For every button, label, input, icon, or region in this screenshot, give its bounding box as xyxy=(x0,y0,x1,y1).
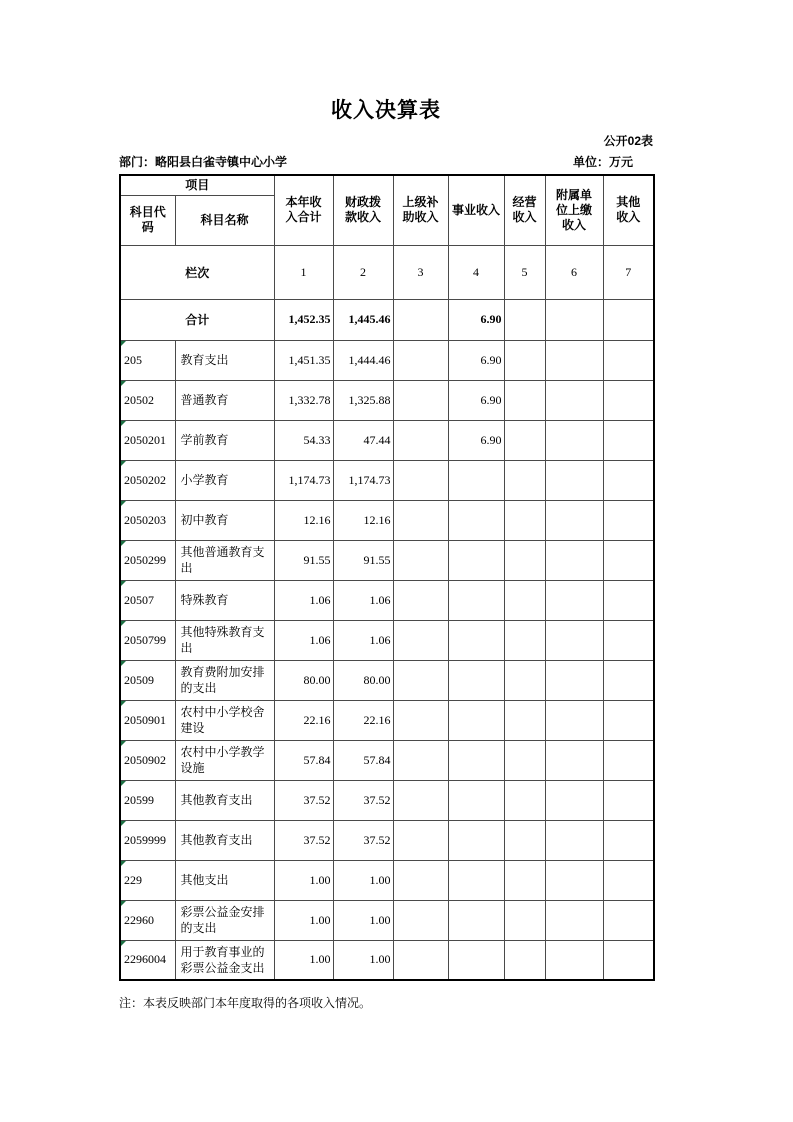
value-cell xyxy=(448,620,504,660)
subject-name-cell: 初中教育 xyxy=(175,500,274,540)
value-cell xyxy=(545,460,603,500)
value-cell: 1.06 xyxy=(274,620,333,660)
value-cell xyxy=(603,940,654,980)
subject-code-cell: 20507 xyxy=(120,580,175,620)
total-value-cell: 1,445.46 xyxy=(333,299,393,340)
subject-name-cell: 特殊教育 xyxy=(175,580,274,620)
value-cell xyxy=(504,380,545,420)
value-cell xyxy=(545,500,603,540)
value-cell: 1,174.73 xyxy=(274,460,333,500)
value-cell xyxy=(504,420,545,460)
value-cell xyxy=(504,820,545,860)
value-cell xyxy=(545,340,603,380)
subject-code-cell: 2050299 xyxy=(120,540,175,580)
value-cell xyxy=(393,580,448,620)
value-cell xyxy=(545,860,603,900)
value-cell xyxy=(393,460,448,500)
value-cell: 37.52 xyxy=(274,780,333,820)
value-cell: 1,444.46 xyxy=(333,340,393,380)
value-cell xyxy=(448,820,504,860)
value-cell xyxy=(504,540,545,580)
value-cell xyxy=(504,580,545,620)
subject-name-cell: 普通教育 xyxy=(175,380,274,420)
subject-name-cell: 教育支出 xyxy=(175,340,274,380)
value-cell xyxy=(393,340,448,380)
value-cell xyxy=(448,740,504,780)
value-cell xyxy=(603,340,654,380)
header-subject-code: 科目代码 xyxy=(120,195,175,245)
footnote: 注：本表反映部门本年度取得的各项收入情况。 xyxy=(119,996,372,1010)
value-cell: 22.16 xyxy=(333,700,393,740)
table-row xyxy=(120,660,654,700)
header-total-income: 本年收入合计 xyxy=(274,175,333,245)
value-cell xyxy=(448,780,504,820)
value-cell: 80.00 xyxy=(274,660,333,700)
value-cell xyxy=(504,860,545,900)
value-cell xyxy=(504,940,545,980)
value-cell xyxy=(545,700,603,740)
subject-name-cell: 农村中小学校舍建设 xyxy=(175,700,274,740)
total-value-cell xyxy=(545,299,603,340)
value-cell xyxy=(603,500,654,540)
value-cell xyxy=(393,620,448,660)
subject-code-cell: 2296004 xyxy=(120,940,175,980)
subject-code-cell: 229 xyxy=(120,860,175,900)
subject-name-cell: 学前教育 xyxy=(175,420,274,460)
value-cell xyxy=(504,900,545,940)
column-index-cell: 6 xyxy=(545,245,603,299)
value-cell xyxy=(603,780,654,820)
total-value-cell: 6.90 xyxy=(448,299,504,340)
subject-name-cell: 农村中小学教学设施 xyxy=(175,740,274,780)
table-row xyxy=(120,820,654,860)
unit-label: 单位：万元 xyxy=(572,155,633,169)
column-index-row xyxy=(120,245,654,299)
value-cell xyxy=(504,660,545,700)
value-cell xyxy=(545,540,603,580)
subject-name-cell: 其他教育支出 xyxy=(175,780,274,820)
table-row xyxy=(120,420,654,460)
header-business-income: 事业收入 xyxy=(448,175,504,245)
subject-name-cell: 其他教育支出 xyxy=(175,820,274,860)
value-cell xyxy=(545,660,603,700)
column-index-cell: 4 xyxy=(448,245,504,299)
header-superior-subsidy: 上级补助收入 xyxy=(393,175,448,245)
column-index-cell: 1 xyxy=(274,245,333,299)
header-row-1 xyxy=(120,175,654,195)
value-cell xyxy=(448,860,504,900)
subject-code-cell: 2050201 xyxy=(120,420,175,460)
value-cell: 57.84 xyxy=(333,740,393,780)
value-cell xyxy=(603,540,654,580)
value-cell xyxy=(393,740,448,780)
subject-name-cell: 其他特殊教育支出 xyxy=(175,620,274,660)
table-row xyxy=(120,780,654,820)
value-cell xyxy=(504,780,545,820)
value-cell xyxy=(545,580,603,620)
subject-code-cell: 205 xyxy=(120,340,175,380)
value-cell: 91.55 xyxy=(274,540,333,580)
value-cell xyxy=(504,740,545,780)
table-row xyxy=(120,540,654,580)
subject-code-cell: 2050799 xyxy=(120,620,175,660)
value-cell: 1.00 xyxy=(333,860,393,900)
column-index-cell: 2 xyxy=(333,245,393,299)
value-cell: 37.52 xyxy=(274,820,333,860)
value-cell: 47.44 xyxy=(333,420,393,460)
value-cell: 12.16 xyxy=(274,500,333,540)
value-cell xyxy=(504,700,545,740)
value-cell: 1,325.88 xyxy=(333,380,393,420)
value-cell: 37.52 xyxy=(333,780,393,820)
table-row xyxy=(120,620,654,660)
table-row xyxy=(120,900,654,940)
value-cell xyxy=(545,420,603,460)
value-cell xyxy=(504,460,545,500)
value-cell xyxy=(448,660,504,700)
total-value-cell: 1,452.35 xyxy=(274,299,333,340)
value-cell xyxy=(393,820,448,860)
value-cell xyxy=(603,740,654,780)
column-index-cell: 5 xyxy=(504,245,545,299)
value-cell: 1.06 xyxy=(333,620,393,660)
table-row xyxy=(120,580,654,620)
subject-name-cell: 其他普通教育支出 xyxy=(175,540,274,580)
value-cell: 6.90 xyxy=(448,340,504,380)
table-row xyxy=(120,940,654,980)
header-other-income: 其他收入 xyxy=(603,175,654,245)
column-index-label: 栏次 xyxy=(120,245,274,299)
header-subject-name: 科目名称 xyxy=(175,195,274,245)
value-cell: 1.06 xyxy=(333,580,393,620)
value-cell: 1,174.73 xyxy=(333,460,393,500)
subject-code-cell: 2050203 xyxy=(120,500,175,540)
value-cell xyxy=(504,620,545,660)
table-body xyxy=(120,245,654,980)
value-cell: 1.06 xyxy=(274,580,333,620)
value-cell xyxy=(448,700,504,740)
value-cell xyxy=(448,500,504,540)
table-row xyxy=(120,340,654,380)
meta-line xyxy=(119,154,653,171)
subject-name-cell: 彩票公益金安排的支出 xyxy=(175,900,274,940)
subject-code-cell: 22960 xyxy=(120,900,175,940)
value-cell: 1,451.35 xyxy=(274,340,333,380)
value-cell xyxy=(603,660,654,700)
value-cell xyxy=(504,500,545,540)
header-operating-income: 经营收入 xyxy=(504,175,545,245)
subject-code-cell: 20509 xyxy=(120,660,175,700)
value-cell xyxy=(448,460,504,500)
value-cell xyxy=(545,940,603,980)
subject-name-cell: 小学教育 xyxy=(175,460,274,500)
value-cell xyxy=(603,620,654,660)
subject-code-cell: 2050202 xyxy=(120,460,175,500)
value-cell: 1.00 xyxy=(333,900,393,940)
document-content xyxy=(119,96,653,1011)
subject-code-cell: 2059999 xyxy=(120,820,175,860)
value-cell xyxy=(603,420,654,460)
value-cell xyxy=(393,420,448,460)
total-value-cell xyxy=(504,299,545,340)
header-affiliated-income: 附属单位上缴收入 xyxy=(545,175,603,245)
total-row-label: 合计 xyxy=(120,299,274,340)
value-cell xyxy=(393,940,448,980)
value-cell: 54.33 xyxy=(274,420,333,460)
value-cell: 1.00 xyxy=(274,860,333,900)
value-cell xyxy=(393,540,448,580)
value-cell xyxy=(545,740,603,780)
table-row xyxy=(120,860,654,900)
total-value-cell xyxy=(603,299,654,340)
value-cell xyxy=(603,860,654,900)
value-cell: 37.52 xyxy=(333,820,393,860)
value-cell xyxy=(448,540,504,580)
value-cell: 12.16 xyxy=(333,500,393,540)
value-cell: 91.55 xyxy=(333,540,393,580)
subject-code-cell: 20502 xyxy=(120,380,175,420)
value-cell xyxy=(545,620,603,660)
value-cell xyxy=(603,460,654,500)
table-row xyxy=(120,500,654,540)
value-cell xyxy=(603,820,654,860)
subject-name-cell: 其他支出 xyxy=(175,860,274,900)
value-cell xyxy=(393,380,448,420)
total-row xyxy=(120,299,654,340)
subject-code-cell: 20599 xyxy=(120,780,175,820)
value-cell xyxy=(603,700,654,740)
value-cell xyxy=(393,780,448,820)
total-value-cell xyxy=(393,299,448,340)
value-cell: 6.90 xyxy=(448,420,504,460)
subject-code-cell: 2050902 xyxy=(120,740,175,780)
value-cell: 1,332.78 xyxy=(274,380,333,420)
value-cell xyxy=(393,700,448,740)
value-cell xyxy=(448,940,504,980)
value-cell xyxy=(393,860,448,900)
value-cell: 1.00 xyxy=(274,900,333,940)
value-cell xyxy=(603,900,654,940)
value-cell xyxy=(545,900,603,940)
value-cell xyxy=(504,340,545,380)
subject-name-cell: 教育费附加安排的支出 xyxy=(175,660,274,700)
header-fiscal-appropriation: 财政拨款收入 xyxy=(333,175,393,245)
column-index-cell: 7 xyxy=(603,245,654,299)
value-cell xyxy=(393,900,448,940)
value-cell: 22.16 xyxy=(274,700,333,740)
subject-code-cell: 2050901 xyxy=(120,700,175,740)
value-cell: 1.00 xyxy=(274,940,333,980)
subject-name-cell: 用于教育事业的彩票公益金支出 xyxy=(175,940,274,980)
header-item-group: 项目 xyxy=(120,175,274,195)
value-cell xyxy=(545,780,603,820)
column-index-cell: 3 xyxy=(393,245,448,299)
value-cell xyxy=(545,820,603,860)
value-cell xyxy=(448,580,504,620)
table-row xyxy=(120,380,654,420)
value-cell xyxy=(603,380,654,420)
table-row xyxy=(120,740,654,780)
value-cell: 80.00 xyxy=(333,660,393,700)
table-row xyxy=(120,460,654,500)
table-row xyxy=(120,700,654,740)
value-cell: 57.84 xyxy=(274,740,333,780)
income-accounts-table xyxy=(119,174,655,981)
value-cell xyxy=(448,900,504,940)
department-label: 部门：略阳县白雀寺镇中心小学 xyxy=(119,155,288,169)
value-cell: 6.90 xyxy=(448,380,504,420)
table-code-label: 公开02表 xyxy=(603,134,653,148)
value-cell xyxy=(545,380,603,420)
value-cell xyxy=(393,660,448,700)
value-cell xyxy=(603,580,654,620)
value-cell: 1.00 xyxy=(333,940,393,980)
value-cell xyxy=(393,500,448,540)
page-title: 收入决算表 xyxy=(331,99,441,122)
